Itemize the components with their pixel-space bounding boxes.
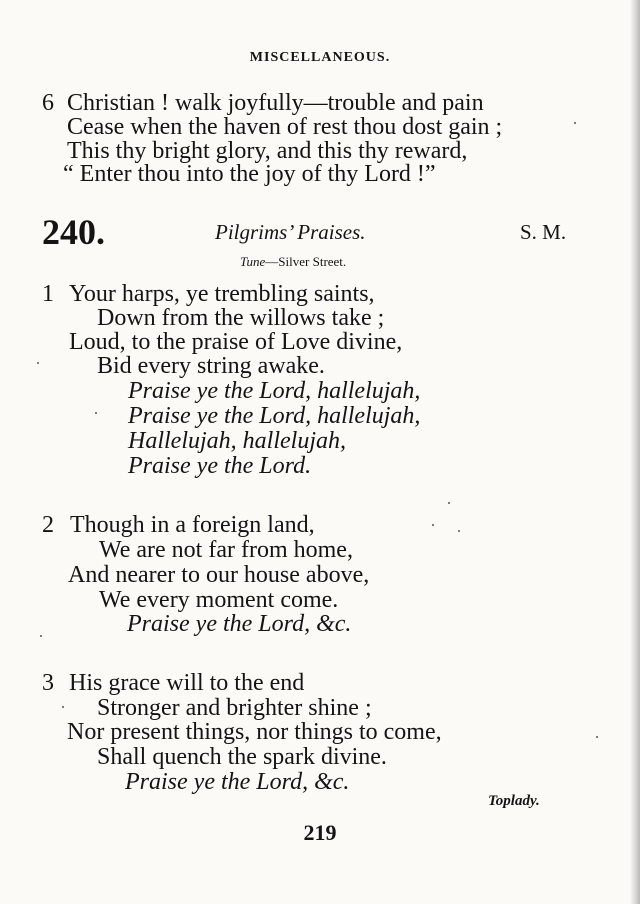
verse-line: Loud, to the praise of Love divine, — [69, 329, 403, 355]
hymn-number: 240. — [42, 212, 105, 252]
page-number: 219 — [303, 820, 337, 845]
verse-line: Nor present things, nor things to come, — [67, 719, 442, 745]
page-edge-shadow — [630, 0, 640, 904]
verse-line: We every moment come. — [99, 587, 339, 613]
verse-line: We are not far from home, — [99, 537, 353, 563]
verse-line: Cease when the haven of rest thou dost gain ; — [67, 114, 503, 140]
refrain-line: Praise ye the Lord, hallelujah, — [128, 378, 421, 404]
refrain-line: Praise ye the Lord, &c. — [125, 769, 350, 795]
author-attribution: Toplady. — [488, 793, 540, 809]
ink-speck — [62, 706, 64, 708]
refrain-line: Hallelujah, hallelujah, — [128, 428, 346, 454]
verse-line: This thy bright glory, and this thy reward, — [67, 138, 468, 164]
tune-label: Tune — [240, 254, 266, 269]
ink-speck — [40, 635, 42, 637]
ink-speck — [432, 524, 434, 526]
stanza-number: 6 — [42, 90, 54, 116]
tune-line — [240, 254, 346, 270]
verse-line: Christian ! walk joyfully—trouble and pain — [67, 90, 484, 116]
verse-line: Your harps, ye trembling saints, — [69, 281, 375, 307]
ink-speck — [37, 362, 39, 364]
refrain-line: Praise ye the Lord. — [128, 453, 312, 479]
ink-speck — [458, 530, 460, 532]
verse-line: Bid every string awake. — [97, 353, 325, 379]
verse-line: His grace will to the end — [69, 670, 305, 696]
verse-line: Shall quench the spark divine. — [97, 744, 387, 770]
hymn-meter: S. M. — [520, 220, 567, 244]
verse-line: Down from the willows take ; — [97, 305, 385, 331]
running-head: MISCELLANEOUS. — [249, 50, 391, 65]
refrain-line: Praise ye the Lord, hallelujah, — [128, 403, 421, 429]
tune-name: —Silver Street. — [265, 254, 347, 269]
refrain-line: Praise ye the Lord, &c. — [127, 611, 352, 637]
hymn-title: Pilgrims’ Praises. — [215, 220, 366, 244]
stanza-number: 2 — [42, 512, 54, 538]
ink-speck — [574, 122, 576, 124]
stanza-number: 1 — [42, 281, 54, 307]
stanza-number: 3 — [42, 670, 54, 696]
ink-speck — [596, 736, 598, 738]
verse-line: And nearer to our house above, — [68, 562, 370, 588]
ink-speck — [448, 502, 450, 504]
ink-speck — [95, 412, 97, 414]
verse-line: Stronger and brighter shine ; — [97, 695, 372, 721]
verse-line: “ Enter thou into the joy of thy Lord !” — [63, 161, 436, 187]
verse-line: Though in a foreign land, — [70, 512, 315, 538]
